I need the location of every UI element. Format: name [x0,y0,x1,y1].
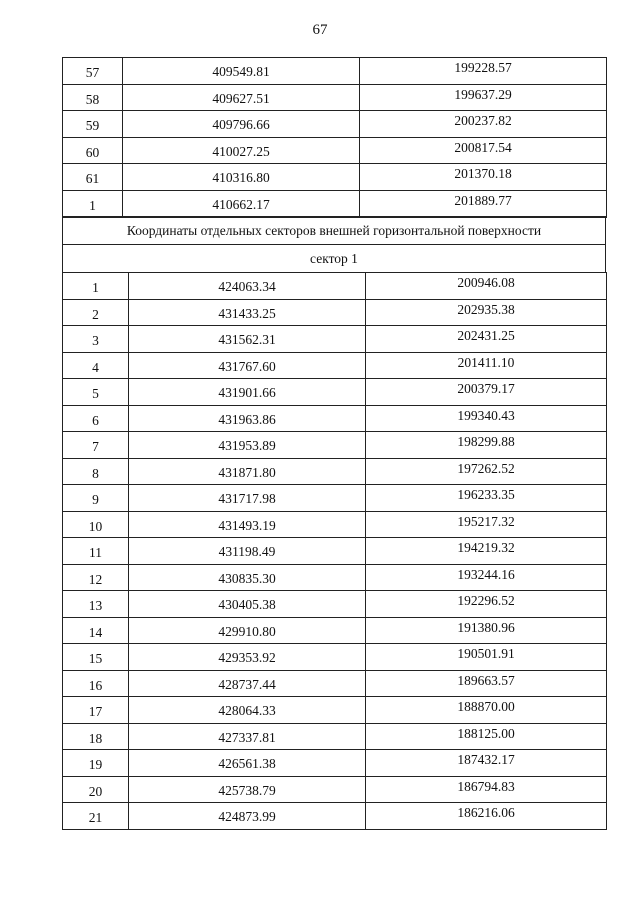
y-coordinate-cell: 189663.57 [366,670,607,697]
point-number-cell: 20 [63,776,129,803]
y-coordinate-cell: 195217.32 [366,511,607,538]
point-number-cell: 5 [63,379,129,406]
point-number-cell: 19 [63,750,129,777]
x-coordinate-cell: 430405.38 [129,591,366,618]
x-coordinate-cell: 431901.66 [129,379,366,406]
point-number-cell: 3 [63,326,129,353]
x-coordinate-cell: 428737.44 [129,670,366,697]
point-number-cell: 1 [63,190,123,217]
table-row [63,485,607,512]
y-coordinate-cell: 202935.38 [366,299,607,326]
y-coordinate-cell: 199637.29 [360,84,607,111]
y-coordinate-cell: 187432.17 [366,750,607,777]
y-coordinate-cell: 191380.96 [366,617,607,644]
table-row [63,379,607,406]
x-coordinate-cell: 409796.66 [123,111,360,138]
table-row [63,511,607,538]
point-number-cell: 2 [63,299,129,326]
y-coordinate-cell: 200946.08 [366,273,607,300]
table-row [63,564,607,591]
point-number-cell: 17 [63,697,129,724]
x-coordinate-cell: 424873.99 [129,803,366,830]
section-title: Координаты отдельных секторов внешней горизонтальной поверхности [63,217,606,245]
x-coordinate-cell: 427337.81 [129,723,366,750]
x-coordinate-cell: 429353.92 [129,644,366,671]
point-number-cell: 10 [63,511,129,538]
point-number-cell: 6 [63,405,129,432]
sector-1-coordinates-table [62,272,607,830]
point-number-cell: 9 [63,485,129,512]
y-coordinate-cell: 196233.35 [366,485,607,512]
sector-label-row [63,245,606,273]
table-row [63,432,607,459]
x-coordinate-cell: 431562.31 [129,326,366,353]
y-coordinate-cell: 200817.54 [360,137,607,164]
y-coordinate-cell: 197262.52 [366,458,607,485]
table-row [63,111,607,138]
y-coordinate-cell: 194219.32 [366,538,607,565]
table-row [63,190,607,217]
table-row [63,299,607,326]
point-number-cell: 57 [63,58,123,85]
table-row [63,697,607,724]
y-coordinate-cell: 199228.57 [360,58,607,85]
y-coordinate-cell: 188125.00 [366,723,607,750]
y-coordinate-cell: 201889.77 [360,190,607,217]
coordinates-table-continued [62,57,607,218]
table-row [63,458,607,485]
x-coordinate-cell: 431767.60 [129,352,366,379]
y-coordinate-cell: 202431.25 [366,326,607,353]
y-coordinate-cell: 198299.88 [366,432,607,459]
table-row [63,58,607,85]
x-coordinate-cell: 425738.79 [129,776,366,803]
sector-rows [63,273,607,830]
table-row [63,803,607,830]
x-coordinate-cell: 410316.80 [123,164,360,191]
x-coordinate-cell: 409549.81 [123,58,360,85]
point-number-cell: 1 [63,273,129,300]
point-number-cell: 11 [63,538,129,565]
point-number-cell: 14 [63,617,129,644]
x-coordinate-cell: 431871.80 [129,458,366,485]
y-coordinate-cell: 200237.82 [360,111,607,138]
table-row [63,326,607,353]
sector-header-table [62,216,606,273]
y-coordinate-cell: 201370.18 [360,164,607,191]
top-rows [63,58,607,218]
section-title-row [63,217,606,245]
y-coordinate-cell: 186794.83 [366,776,607,803]
table-row [63,591,607,618]
table-row [63,273,607,300]
table-row [63,776,607,803]
y-coordinate-cell: 186216.06 [366,803,607,830]
x-coordinate-cell: 431963.86 [129,405,366,432]
x-coordinate-cell: 426561.38 [129,750,366,777]
x-coordinate-cell: 410662.17 [123,190,360,217]
point-number-cell: 60 [63,137,123,164]
point-number-cell: 13 [63,591,129,618]
point-number-cell: 59 [63,111,123,138]
x-coordinate-cell: 431717.98 [129,485,366,512]
point-number-cell: 7 [63,432,129,459]
table-row [63,84,607,111]
point-number-cell: 8 [63,458,129,485]
table-row [63,723,607,750]
x-coordinate-cell: 424063.34 [129,273,366,300]
table-row [63,352,607,379]
y-coordinate-cell: 193244.16 [366,564,607,591]
table-row [63,405,607,432]
point-number-cell: 21 [63,803,129,830]
table-row [63,644,607,671]
point-number-cell: 18 [63,723,129,750]
table-row [63,137,607,164]
point-number-cell: 4 [63,352,129,379]
point-number-cell: 16 [63,670,129,697]
table-row [63,750,607,777]
x-coordinate-cell: 430835.30 [129,564,366,591]
table-row [63,164,607,191]
x-coordinate-cell: 431433.25 [129,299,366,326]
y-coordinate-cell: 199340.43 [366,405,607,432]
x-coordinate-cell: 431953.89 [129,432,366,459]
point-number-cell: 61 [63,164,123,191]
y-coordinate-cell: 192296.52 [366,591,607,618]
y-coordinate-cell: 200379.17 [366,379,607,406]
x-coordinate-cell: 431493.19 [129,511,366,538]
y-coordinate-cell: 188870.00 [366,697,607,724]
table-row [63,617,607,644]
point-number-cell: 58 [63,84,123,111]
y-coordinate-cell: 201411.10 [366,352,607,379]
page-number: 67 [312,22,328,38]
table-row [63,670,607,697]
x-coordinate-cell: 409627.51 [123,84,360,111]
sector-label: сектор 1 [63,245,606,273]
x-coordinate-cell: 431198.49 [129,538,366,565]
table-row [63,538,607,565]
point-number-cell: 12 [63,564,129,591]
x-coordinate-cell: 410027.25 [123,137,360,164]
x-coordinate-cell: 429910.80 [129,617,366,644]
x-coordinate-cell: 428064.33 [129,697,366,724]
y-coordinate-cell: 190501.91 [366,644,607,671]
point-number-cell: 15 [63,644,129,671]
